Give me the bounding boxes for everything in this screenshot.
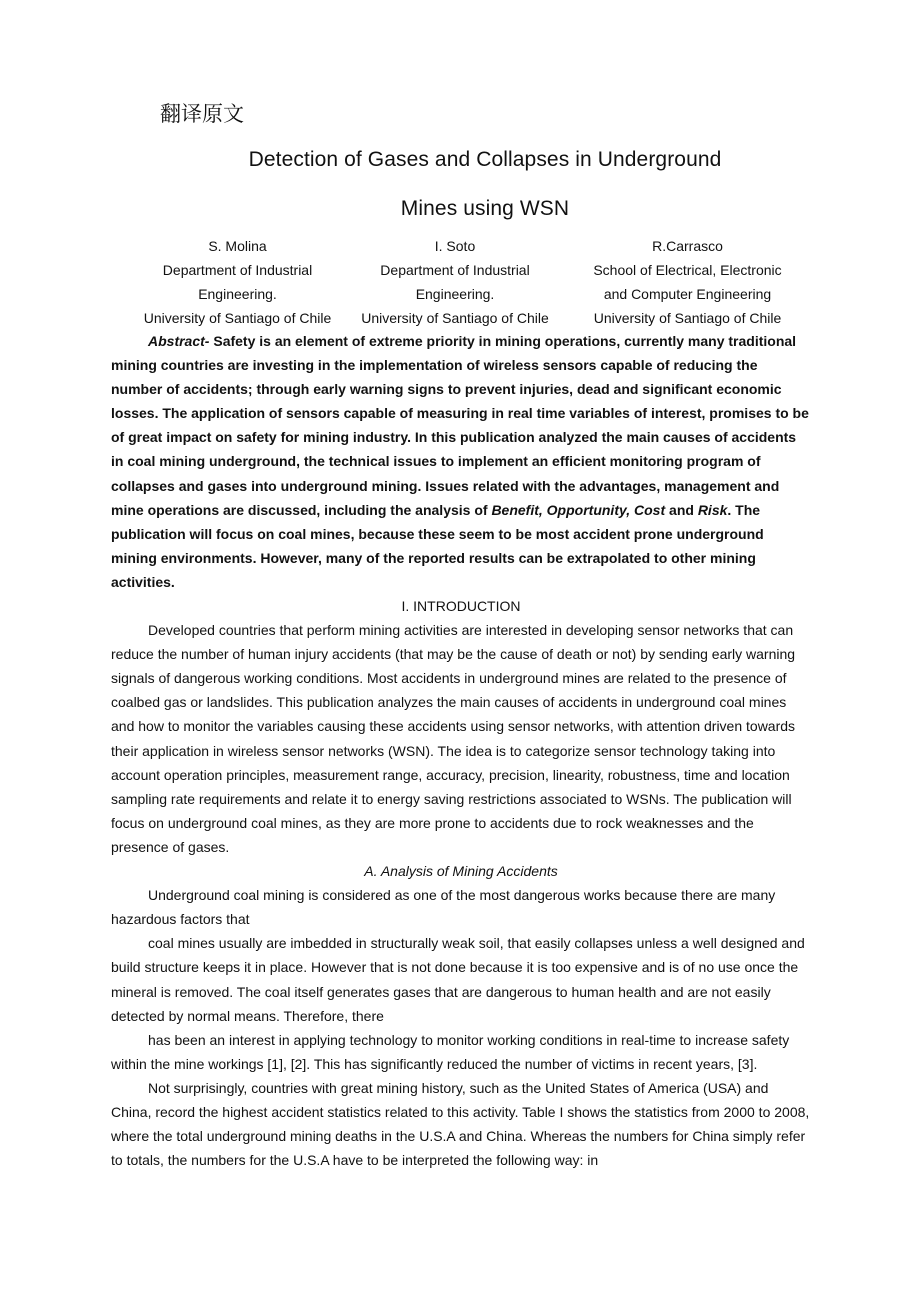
author-university: University of Santiago of Chile bbox=[361, 310, 549, 326]
introduction-section bbox=[111, 594, 811, 1172]
author-department-cont: Engineering. bbox=[198, 286, 277, 302]
author-name: R.Carrasco bbox=[652, 238, 723, 254]
paragraph: Underground coal mining is considered as one of the most dangerous works because there are many hazardous factors that bbox=[111, 887, 776, 928]
paragraph: Not surprisingly, countries with great mining history, such as the United States of America (USA) and China, record the highest accident statistics related to this activity. Table I shows the statistics from 2000 to 2008, where the total underground mining deaths in the U.S.A and China. Whereas the numbers for China simply refer to totals, the numbers for the U.S.A have to be interpreted the following way: in bbox=[111, 1079, 810, 1169]
author-block-3 bbox=[570, 234, 805, 330]
author-department: School of Electrical, Electronic bbox=[593, 262, 782, 278]
subsection-heading: A. Analysis of Mining Accidents bbox=[364, 863, 558, 880]
author-university: University of Santiago of Chile bbox=[143, 310, 332, 326]
paper-title-line-1: Detection of Gases and Collapses in Underground bbox=[248, 148, 722, 171]
paragraph: Developed countries that perform mining activities are interested in developing sensor networks that can reduce the number of human injury accidents (that may be the cause of death or not) by sending early warning signals of dangerous working conditions. Most accidents in underground mines are related to the presence of coalbed gas or landslides. This publication analyzes the main causes of accidents in underground coal mines and how to monitor the variables causing these accidents using sensor networks, with attention driven towards their application in wireless sensor networks (WSN). The idea is to categorize sensor technology taking into account operation principles, measurement range, accuracy, precision, linearity, robustness, time and location sampling rate requirements and relate it to energy saving restrictions associated to WSNs. The publication will focus on underground coal mines, as they are more prone to accidents due to rock weaknesses and the presence of gases. bbox=[111, 622, 796, 855]
abstract bbox=[111, 329, 811, 594]
page-heading: 翻译原文 bbox=[160, 102, 244, 126]
paper-title-line-2: Mines using WSN bbox=[400, 197, 570, 220]
abstract-italic-terms: Benefit, Opportunity, Cost bbox=[491, 501, 666, 518]
author-department: Department of Industrial bbox=[162, 262, 313, 278]
abstract-text-end: . The publication will focus on coal mines, because these seem to be most accident prone underground mining environments. However, many of the reported results can be extrapolated to other mining activities. bbox=[111, 501, 764, 590]
author-block-2 bbox=[355, 234, 555, 330]
author-block-1 bbox=[140, 234, 335, 330]
paragraph: has been an interest in applying technology to monitor working conditions in real-time to increase safety within the mine workings [1], [2]. This has significantly reduced the number of victims in recent years, [3]. bbox=[111, 1031, 790, 1072]
author-name: I. Soto bbox=[434, 238, 476, 254]
author-university: University of Santiago of Chile bbox=[593, 310, 782, 326]
abstract-text: Safety is an element of extreme priority in mining operations, currently many traditional mining countries are investing in the implementation of wireless sensors capable of reducing the number of accidents; through early warning signs to prevent injuries, dead and significant economic losses. The application of sensors capable of measuring in real time variables of interest, promises to be of great impact on safety for mining industry. In this publication analyzed the main causes of accidents in coal mining underground, the technical issues to implement an efficient monitoring program of collapses and gases into underground mining. Issues related with the advantages, management and mine operations are discussed, including the analysis of bbox=[111, 333, 809, 518]
paragraph: coal mines usually are imbedded in structurally weak soil, that easily collapses unless a well designed and build structure keeps it in place. However that is not done because it is too expensive and is of no use once the mineral is removed. The coal itself generates gases that are dangerous to human health and are not easily detected by normal means. Therefore, there bbox=[111, 935, 805, 1024]
abstract-conjunction: and bbox=[665, 501, 698, 518]
author-department-cont: Engineering. bbox=[415, 286, 495, 302]
abstract-italic-risk: Risk bbox=[697, 501, 728, 518]
abstract-label: Abstract- bbox=[148, 333, 210, 349]
section-heading: I. INTRODUCTION bbox=[401, 598, 521, 614]
author-department: Department of Industrial bbox=[380, 262, 530, 278]
author-name: S. Molina bbox=[208, 238, 267, 254]
author-department-cont: and Computer Engineering bbox=[603, 286, 772, 302]
